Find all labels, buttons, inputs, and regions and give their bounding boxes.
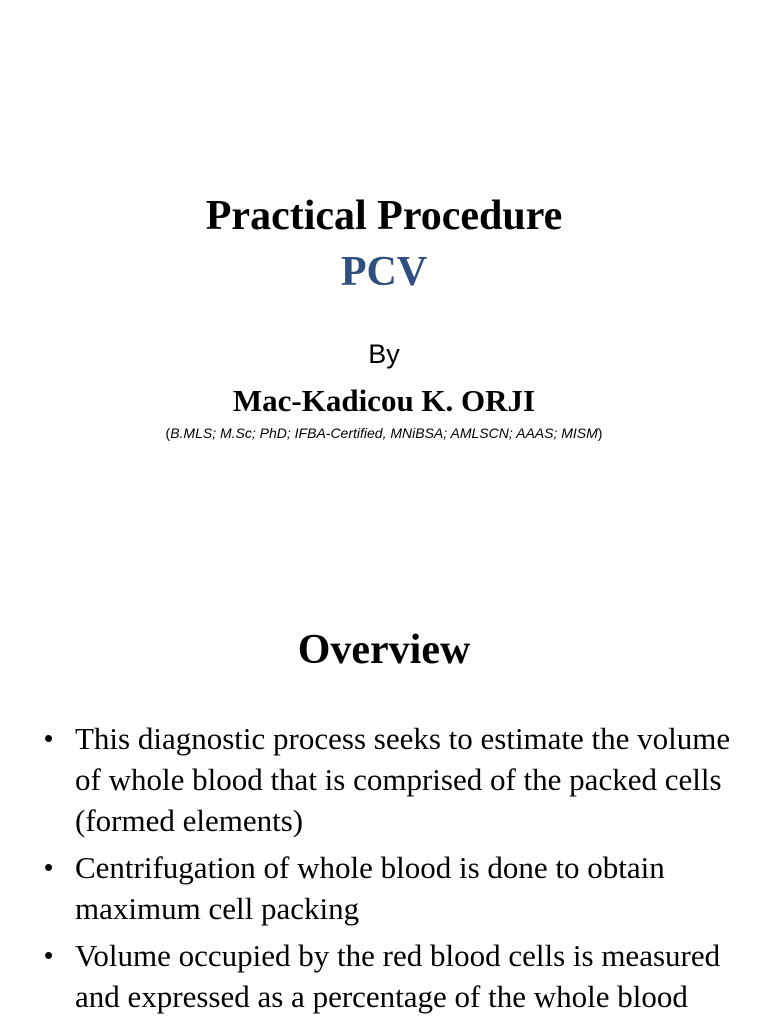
author-credentials xyxy=(0,424,768,442)
bullet-text: Centrifugation of whole blood is done to obtain maximum cell packing xyxy=(75,850,665,926)
bullet-list xyxy=(40,718,740,1023)
bullet-icon: • xyxy=(44,940,54,970)
bullet-icon: • xyxy=(44,852,54,882)
credentials-text: B.MLS; M.Sc; PhD; IFBA-Certified, MNiBSA; AMLSCN; AAAS; MISM xyxy=(170,425,598,441)
overview-slide xyxy=(0,576,768,1024)
page-title: Practical Procedure xyxy=(205,193,563,239)
by-label: By xyxy=(368,339,400,369)
bullet-text: This diagnostic process seeks to estimate the volume of whole blood that is comprised of the packed cells (formed elements) xyxy=(75,721,731,838)
author-name: Mac-Kadicou K. ORJI xyxy=(232,383,536,418)
bullet-item xyxy=(40,935,740,1017)
bullet-icon: • xyxy=(44,723,54,753)
overview-title: Overview xyxy=(297,627,471,673)
subtitle: PCV xyxy=(340,249,428,295)
credentials-close-paren: ) xyxy=(597,425,603,441)
credentials-open-paren: ( xyxy=(165,425,171,441)
bullet-text: Volume occupied by the red blood cells is measured and expressed as a percentage of the whole blood xyxy=(75,938,721,1014)
bullet-item xyxy=(40,847,740,929)
bullet-item xyxy=(40,718,740,841)
